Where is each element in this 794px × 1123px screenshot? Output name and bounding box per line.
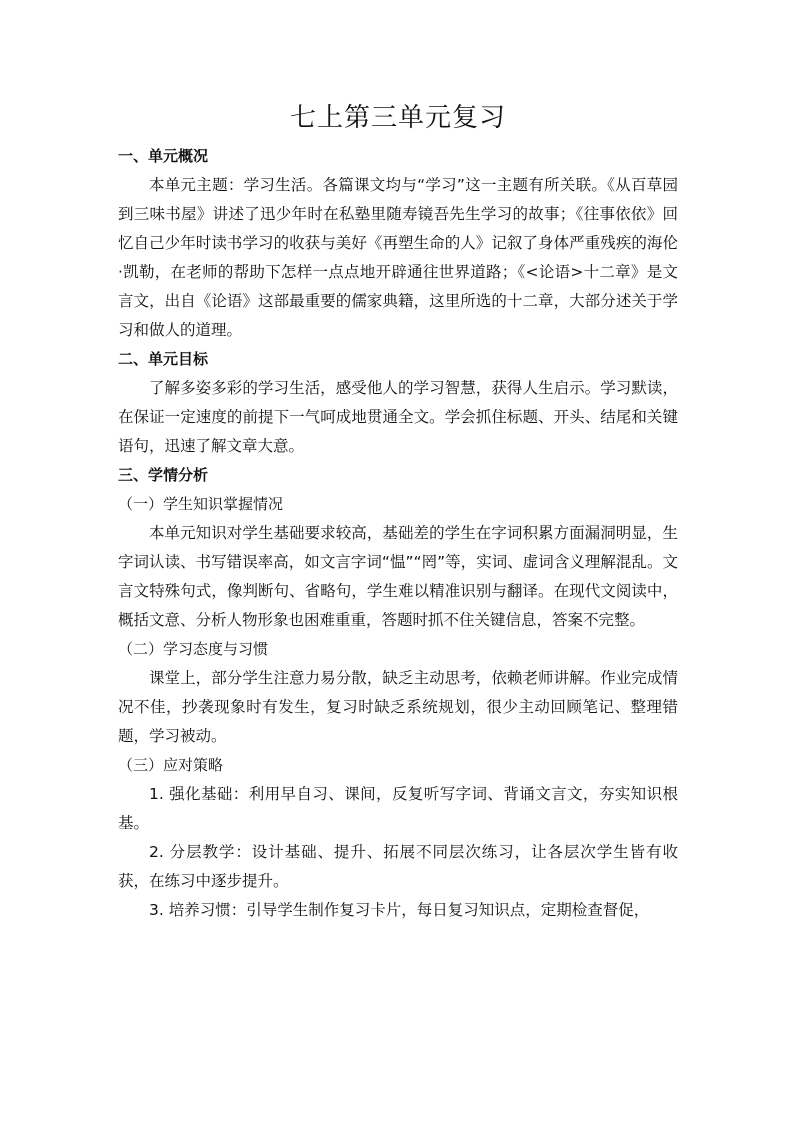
- document-page: [118, 96, 678, 925]
- paragraph: 课堂上，部分学生注意力易分散，缺乏主动思考，依赖老师讲解。作业完成情况不佳，抄袭现象时有发生，复习时缺乏系统规划，很少主动回顾笔记、整理错题，学习被动。: [118, 669, 678, 745]
- subsection-heading: （二）学习态度与习惯: [118, 640, 269, 658]
- paragraph: 了解多姿多彩的学习生活，感受他人的学习智慧，获得人生启示。学习默读，在保证一定速度的前提下一气呵成地贯通全文。学会抓住标题、开头、结尾和关键语句，迅速了解文章大意。: [118, 379, 678, 455]
- section-unit-overview: [118, 142, 678, 345]
- section-heading: 三、学情分析: [118, 466, 209, 484]
- paragraph: 本单元知识对学生基础要求较高，基础差的学生在字词积累方面漏洞明显，生字词认读、书写错误率高，如文言字词“愠”“罔”等，实词、虚词含义理解混乱。文言文特殊句式，像判断句、省略句，学生难以精准识别与翻译。在现代文阅读中，概括文意、分析人物形象也困难重重，答题时抓不住关键信息，答案不完整。: [118, 524, 678, 629]
- subsection-heading: （三）应对策略: [118, 756, 224, 774]
- subsection-heading: （一）学生知识掌握情况: [118, 495, 284, 513]
- section-learning-analysis: [118, 461, 678, 925]
- strategy-item: 3. 培养习惯：引导学生制作复习卡片，每日复习知识点，定期检查督促，: [149, 901, 650, 919]
- strategy-item: 2. 分层教学：设计基础、提升、拓展不同层次练习，让各层次学生皆有收获，在练习中逐步提升。: [118, 843, 678, 890]
- document-title: 七上第三单元复习: [289, 103, 506, 133]
- paragraph: 本单元主题：学习生活。各篇课文均与“学习”这一主题有所关联。《从百草园到三味书屋》讲述了迅少年时在私塾里随寿镜吾先生学习的故事；《往事依依》回忆自己少年时读书学习的收获与美好《再塑生命的人》记叙了身体严重残疾的海伦·凯勒，在老师的帮助下怎样一点点地开辟通往世界道路；《<论语>十二章》是文言文，出自《论语》这部最重要的儒家典籍，这里所选的十二章，大部分述关于学习和做人的道理。: [118, 176, 678, 339]
- strategy-item: 1. 强化基础：利用早自习、课间，反复听写字词、背诵文言文，夯实知识根基。: [118, 785, 678, 832]
- section-unit-goals: [118, 345, 678, 461]
- section-heading: 一、单元概况: [118, 147, 209, 165]
- section-heading: 二、单元目标: [118, 350, 209, 368]
